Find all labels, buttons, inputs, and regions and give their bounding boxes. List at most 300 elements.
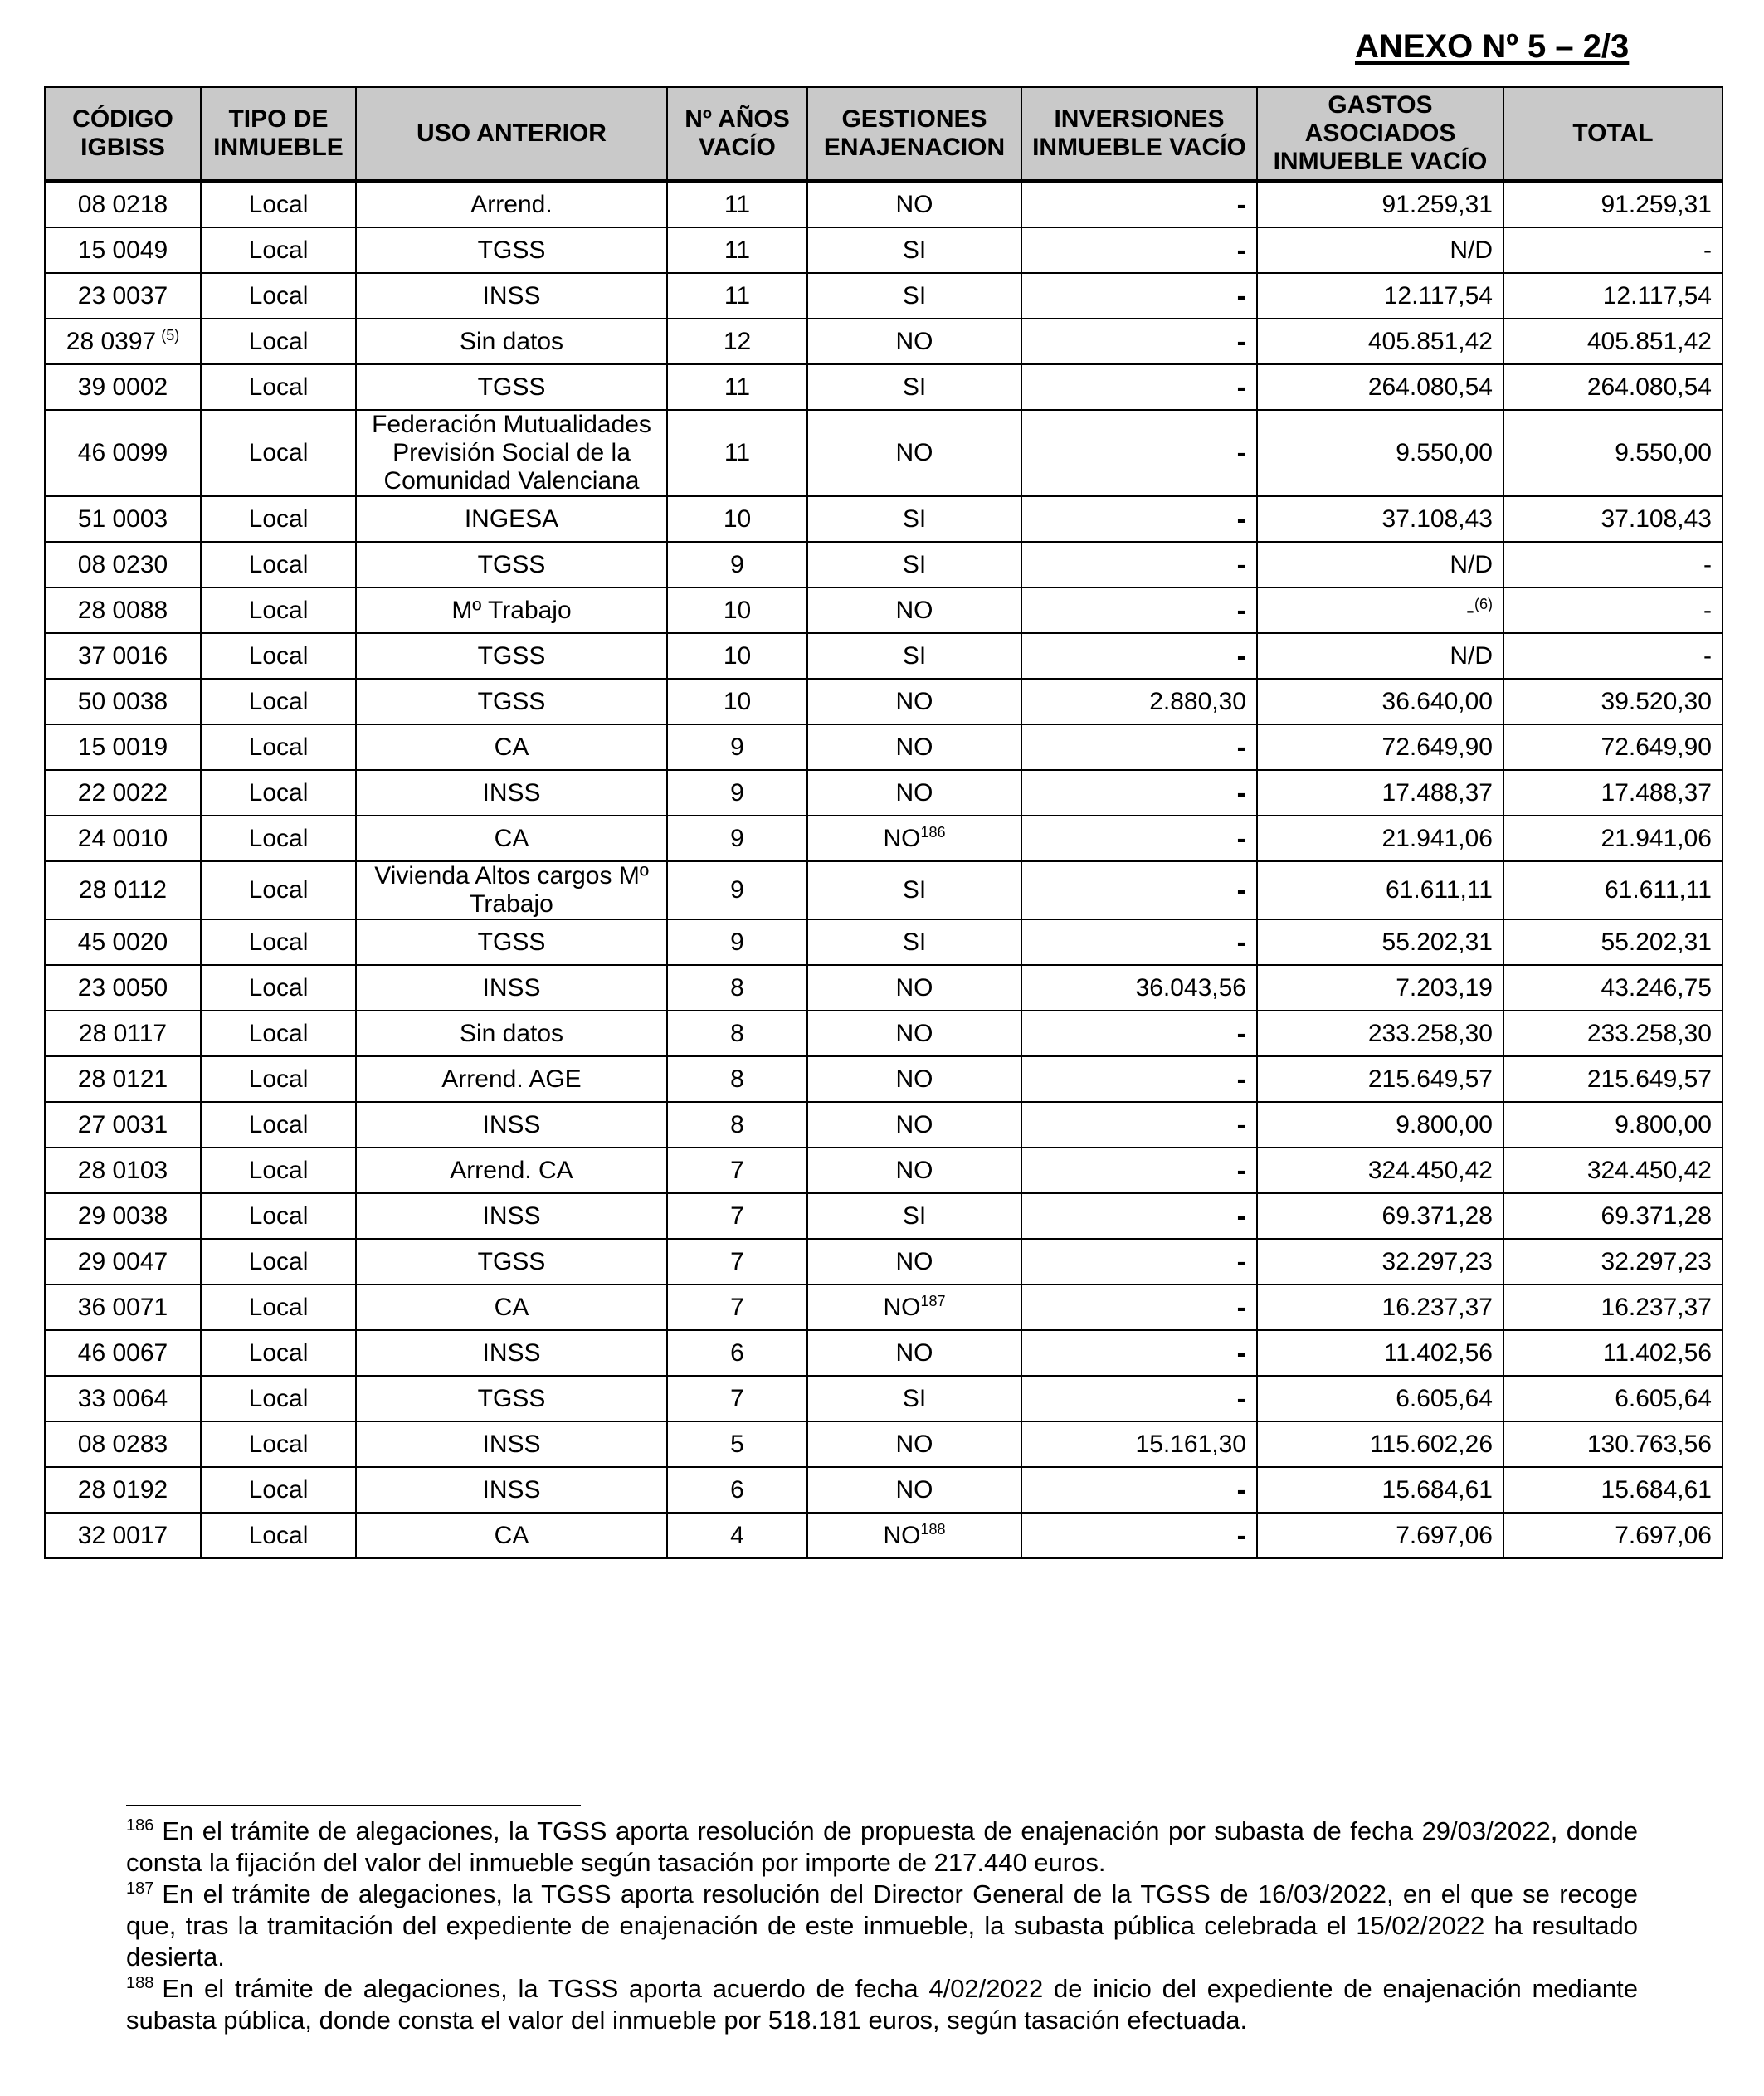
tipo-value: Local [248, 824, 309, 852]
cell-inversiones [1021, 587, 1257, 633]
cell-anos [667, 770, 807, 816]
gestiones-value: NO [895, 1019, 933, 1047]
codigo-value: 28 0103 [77, 1156, 168, 1184]
cell-gastos [1257, 273, 1503, 319]
uso-value: Sin datos [459, 327, 564, 355]
codigo-value: 36 0071 [77, 1293, 168, 1321]
total-value: 215.649,57 [1586, 1065, 1712, 1093]
inversiones-value: - [1236, 325, 1246, 358]
cell-gestiones [807, 770, 1021, 816]
cell-tipo [201, 1239, 356, 1284]
uso-value: CA [494, 824, 529, 852]
gestiones-value: SI [902, 550, 927, 578]
cell-tipo [201, 1148, 356, 1193]
total-value: 11.402,56 [1602, 1338, 1712, 1367]
gastos-value: 215.649,57 [1367, 1065, 1493, 1093]
inversiones-value: - [1236, 503, 1246, 535]
header-total: TOTAL [1503, 87, 1723, 181]
cell-gestiones [807, 364, 1021, 410]
uso-value: INSS [482, 1430, 541, 1458]
cell-anos [667, 542, 807, 587]
table-row [45, 1193, 1723, 1239]
inversiones-value: - [1236, 875, 1246, 906]
total-value: 21.941,06 [1601, 824, 1712, 852]
gestiones-value: NO [895, 596, 933, 624]
cell-inversiones [1021, 816, 1257, 861]
cell-total [1503, 319, 1723, 364]
uso-value: Mº Trabajo [451, 596, 572, 624]
inversiones-value: 2.880,30 [1149, 687, 1246, 715]
gastos-value: N/D [1450, 236, 1493, 264]
gestiones-note: 188 [920, 1520, 946, 1538]
gestiones-value: NO [895, 1110, 933, 1138]
total-value: 9.550,00 [1615, 439, 1712, 466]
uso-value: Sin datos [459, 1019, 564, 1047]
inversiones-value: - [1236, 731, 1246, 763]
anos-value: 8 [730, 1065, 744, 1093]
cell-uso [356, 410, 667, 496]
gastos-value: 6.605,64 [1396, 1384, 1493, 1412]
tipo-value: Local [248, 1247, 309, 1275]
cell-gastos [1257, 1330, 1503, 1376]
cell-anos [667, 1284, 807, 1330]
gestiones-value: SI [902, 236, 927, 264]
total-value: 15.684,61 [1601, 1475, 1712, 1504]
anos-value: 7 [730, 1202, 744, 1230]
anos-value: 11 [724, 281, 751, 310]
total-value: 6.605,64 [1615, 1384, 1712, 1412]
cell-uso [356, 1193, 667, 1239]
gestiones-value: NO [895, 190, 933, 218]
codigo-value: 46 0099 [77, 439, 168, 466]
cell-gastos [1257, 1467, 1503, 1513]
cell-gastos [1257, 724, 1503, 770]
tipo-value: Local [248, 641, 309, 670]
table-row [45, 679, 1723, 724]
inversiones-value: - [1236, 1245, 1246, 1278]
cell-anos [667, 1513, 807, 1558]
inversiones-value: 15.161,30 [1135, 1430, 1246, 1458]
cell-inversiones [1021, 1284, 1257, 1330]
cell-anos [667, 724, 807, 770]
cell-tipo [201, 1011, 356, 1056]
anos-value: 11 [724, 373, 751, 401]
cell-inversiones [1021, 319, 1257, 364]
cell-total [1503, 410, 1723, 496]
anos-value: 8 [730, 1019, 744, 1047]
cell-total [1503, 542, 1723, 587]
total-value: 233.258,30 [1586, 1019, 1712, 1047]
table-row [45, 1102, 1723, 1148]
cell-gastos [1257, 1011, 1503, 1056]
cell-anos [667, 1376, 807, 1421]
anos-value: 4 [730, 1521, 744, 1549]
cell-uso [356, 1513, 667, 1558]
cell-total [1503, 1056, 1723, 1102]
codigo-value: 28 0192 [77, 1475, 168, 1504]
total-value: 39.520,30 [1601, 687, 1712, 715]
table-row [45, 1513, 1723, 1558]
cell-uso [356, 181, 667, 227]
table-row [45, 542, 1723, 587]
gastos-value: 7.203,19 [1396, 973, 1493, 1002]
header-tipo: TIPO DE INMUEBLE [201, 87, 356, 181]
total-value: 37.108,43 [1601, 505, 1712, 533]
cell-total [1503, 679, 1723, 724]
cell-anos [667, 919, 807, 965]
cell-tipo [201, 542, 356, 587]
cell-tipo [201, 1376, 356, 1421]
gestiones-value: SI [902, 641, 927, 670]
uso-value: CA [494, 733, 529, 761]
inversiones-value: - [1236, 437, 1246, 469]
gestiones-value: SI [902, 1384, 927, 1412]
cell-gastos [1257, 496, 1503, 542]
cell-gestiones [807, 1284, 1021, 1330]
cell-total [1503, 496, 1723, 542]
cell-gastos [1257, 181, 1503, 227]
tipo-value: Local [248, 1384, 309, 1412]
cell-tipo [201, 319, 356, 364]
cell-anos [667, 1102, 807, 1148]
uso-value: Federación Mutualidades Previsión Social de la Comunidad Valenciana [372, 411, 651, 495]
gastos-value: 405.851,42 [1367, 327, 1493, 355]
footnote-text: En el trámite de alegaciones, la TGSS aporta acuerdo de fecha 4/02/2022 de inicio del expediente de enajenación mediante subasta pública, donde consta el valor del inmueble por 518.181 euros, según tasación efectuada. [126, 1974, 1638, 2035]
cell-inversiones [1021, 181, 1257, 227]
cell-gestiones [807, 587, 1021, 633]
inversiones-value: - [1236, 1474, 1246, 1506]
cell-inversiones [1021, 1193, 1257, 1239]
cell-uso [356, 1467, 667, 1513]
table-row [45, 1330, 1723, 1376]
gastos-value: N/D [1450, 550, 1493, 578]
cell-tipo [201, 1056, 356, 1102]
inversiones-value: - [1236, 371, 1246, 403]
cell-uso [356, 542, 667, 587]
tipo-value: Local [248, 550, 309, 578]
header-codigo: CÓDIGO IGBISS [45, 87, 201, 181]
cell-gestiones [807, 319, 1021, 364]
anos-value: 8 [730, 973, 744, 1002]
cell-gastos [1257, 1193, 1503, 1239]
cell-gestiones [807, 724, 1021, 770]
inversiones-value: - [1236, 1154, 1246, 1187]
codigo-value: 50 0038 [77, 687, 168, 715]
cell-anos [667, 1011, 807, 1056]
anos-value: 9 [730, 876, 744, 904]
gastos-value: 36.640,00 [1381, 687, 1493, 715]
cell-codigo [45, 496, 201, 542]
inversiones-value: - [1236, 1519, 1246, 1552]
cell-gestiones [807, 861, 1021, 919]
uso-value: Vivienda Altos cargos Mº Trabajo [374, 862, 649, 918]
gastos-value: 72.649,90 [1381, 733, 1493, 761]
cell-gastos [1257, 227, 1503, 273]
footnote-number: 187 [126, 1879, 154, 1898]
cell-uso [356, 1239, 667, 1284]
uso-value: CA [494, 1293, 529, 1321]
table-row [45, 965, 1723, 1011]
cell-tipo [201, 965, 356, 1011]
table-header-row [45, 87, 1723, 181]
cell-total [1503, 724, 1723, 770]
cell-uso [356, 1148, 667, 1193]
cell-gestiones [807, 181, 1021, 227]
tipo-value: Local [248, 1019, 309, 1047]
cell-uso [356, 227, 667, 273]
tipo-value: Local [248, 596, 309, 624]
cell-gestiones [807, 1421, 1021, 1467]
gastos-value: 12.117,54 [1383, 281, 1493, 310]
gastos-note: (6) [1474, 595, 1493, 612]
uso-value: TGSS [477, 928, 546, 956]
cell-gastos [1257, 1148, 1503, 1193]
anos-value: 11 [724, 190, 751, 218]
codigo-value: 28 0088 [77, 596, 168, 624]
cell-uso [356, 679, 667, 724]
footnote-number: 188 [126, 1973, 154, 1992]
table-row [45, 633, 1723, 679]
anos-value: 10 [723, 687, 752, 715]
tipo-value: Local [248, 733, 309, 761]
tipo-value: Local [248, 236, 309, 264]
gastos-value: 32.297,23 [1381, 1247, 1493, 1275]
cell-total [1503, 1011, 1723, 1056]
cell-gastos [1257, 319, 1503, 364]
cell-total [1503, 965, 1723, 1011]
cell-gestiones [807, 273, 1021, 319]
cell-total [1503, 587, 1723, 633]
cell-inversiones [1021, 633, 1257, 679]
cell-inversiones [1021, 1148, 1257, 1193]
gestiones-value: NO [895, 327, 933, 355]
total-value: 264.080,54 [1586, 373, 1712, 401]
cell-uso [356, 919, 667, 965]
gastos-value: 17.488,37 [1381, 778, 1493, 807]
codigo-value: 23 0050 [77, 973, 168, 1002]
codigo-value: 45 0020 [77, 928, 168, 956]
table-row [45, 1148, 1723, 1193]
gastos-value: 115.602,26 [1370, 1430, 1493, 1458]
cell-gastos [1257, 1239, 1503, 1284]
cell-gastos [1257, 1102, 1503, 1148]
cell-gestiones [807, 816, 1021, 861]
cell-inversiones [1021, 1056, 1257, 1102]
cell-uso [356, 965, 667, 1011]
anos-value: 9 [730, 928, 744, 956]
cell-total [1503, 1330, 1723, 1376]
anos-value: 11 [724, 439, 751, 466]
gestiones-value: SI [902, 281, 927, 310]
cell-uso [356, 273, 667, 319]
gestiones-value: NO [895, 1338, 933, 1367]
cell-gestiones [807, 919, 1021, 965]
cell-total [1503, 816, 1723, 861]
footnote-186 [126, 1816, 1638, 1879]
cell-anos [667, 1239, 807, 1284]
cell-tipo [201, 919, 356, 965]
cell-total [1503, 1421, 1723, 1467]
inversiones-value: - [1236, 822, 1246, 855]
cell-uso [356, 364, 667, 410]
table-row [45, 1376, 1723, 1421]
cell-tipo [201, 1284, 356, 1330]
anos-value: 10 [723, 641, 752, 670]
uso-value: Arrend. [470, 190, 553, 218]
cell-codigo [45, 1193, 201, 1239]
anos-value: 9 [730, 550, 744, 578]
cell-total [1503, 770, 1723, 816]
cell-codigo [45, 919, 201, 965]
cell-codigo [45, 679, 201, 724]
cell-uso [356, 319, 667, 364]
cell-anos [667, 319, 807, 364]
total-value: 405.851,42 [1586, 327, 1712, 355]
anos-value: 9 [730, 778, 744, 807]
cell-gastos [1257, 587, 1503, 633]
cell-gestiones [807, 633, 1021, 679]
table-row [45, 181, 1723, 227]
table-row [45, 724, 1723, 770]
tipo-value: Local [248, 1293, 309, 1321]
table-row [45, 273, 1723, 319]
cell-anos [667, 496, 807, 542]
uso-value: INSS [482, 1338, 541, 1367]
cell-inversiones [1021, 724, 1257, 770]
gastos-value: 9.550,00 [1396, 439, 1493, 466]
cell-uso [356, 1011, 667, 1056]
cell-total [1503, 364, 1723, 410]
header-anos: Nº AÑOS VACÍO [667, 87, 807, 181]
tipo-value: Local [248, 439, 309, 466]
cell-anos [667, 816, 807, 861]
cell-gestiones [807, 1011, 1021, 1056]
tipo-value: Local [248, 1430, 309, 1458]
cell-total [1503, 1284, 1723, 1330]
inversiones-value: - [1236, 1109, 1246, 1141]
gastos-value: 324.450,42 [1367, 1156, 1493, 1184]
inversiones-value: - [1236, 234, 1246, 266]
header-uso: USO ANTERIOR [356, 87, 667, 181]
uso-value: Arrend. AGE [441, 1065, 582, 1093]
cell-codigo [45, 1239, 201, 1284]
gastos-value: N/D [1450, 641, 1493, 670]
gestiones-value: NO [895, 439, 933, 466]
gestiones-value: NO [895, 733, 933, 761]
codigo-value: 08 0230 [77, 550, 168, 578]
cell-uso [356, 633, 667, 679]
tipo-value: Local [248, 928, 309, 956]
cell-gastos [1257, 542, 1503, 587]
cell-uso [356, 724, 667, 770]
anos-value: 9 [730, 824, 744, 852]
cell-inversiones [1021, 410, 1257, 496]
cell-tipo [201, 1102, 356, 1148]
uso-value: TGSS [477, 373, 546, 401]
codigo-note: (5) [161, 326, 180, 344]
cell-gestiones [807, 679, 1021, 724]
table-row [45, 861, 1723, 919]
cell-uso [356, 1102, 667, 1148]
codigo-value: 27 0031 [77, 1110, 168, 1138]
tipo-value: Local [248, 1110, 309, 1138]
cell-codigo [45, 861, 201, 919]
anos-value: 5 [730, 1430, 744, 1458]
cell-gestiones [807, 496, 1021, 542]
gastos-value: 55.202,31 [1381, 928, 1493, 956]
header-inversiones: INVERSIONES INMUEBLE VACÍO [1021, 87, 1257, 181]
cell-inversiones [1021, 1330, 1257, 1376]
cell-tipo [201, 770, 356, 816]
cell-codigo [45, 1513, 201, 1558]
codigo-value: 08 0283 [77, 1430, 168, 1458]
anos-value: 7 [730, 1156, 744, 1184]
codigo-value: 28 0121 [77, 1065, 168, 1093]
cell-anos [667, 1421, 807, 1467]
cell-tipo [201, 227, 356, 273]
cell-total [1503, 1239, 1723, 1284]
gastos-value: 61.611,11 [1385, 876, 1493, 904]
cell-uso [356, 587, 667, 633]
cell-gestiones [807, 1148, 1021, 1193]
cell-codigo [45, 1467, 201, 1513]
gastos-value: 69.371,28 [1381, 1202, 1493, 1230]
anos-value: 11 [724, 236, 751, 264]
cell-tipo [201, 1193, 356, 1239]
gastos-value: 21.941,06 [1381, 824, 1493, 852]
cell-codigo [45, 1102, 201, 1148]
cell-gestiones [807, 1239, 1021, 1284]
codigo-value: 28 0117 [78, 1019, 168, 1047]
table-row [45, 496, 1723, 542]
anos-value: 7 [730, 1384, 744, 1412]
cell-gestiones [807, 1193, 1021, 1239]
cell-gastos [1257, 1421, 1503, 1467]
uso-value: Arrend. CA [450, 1156, 573, 1184]
footnote-divider [126, 1805, 581, 1806]
gestiones-value: NO [895, 1430, 933, 1458]
total-value: - [1703, 641, 1712, 670]
cell-codigo [45, 587, 201, 633]
gestiones-note: 186 [920, 823, 946, 841]
cell-total [1503, 273, 1723, 319]
anos-value: 12 [723, 327, 752, 355]
cell-tipo [201, 861, 356, 919]
anos-value: 7 [730, 1293, 744, 1321]
cell-anos [667, 965, 807, 1011]
cell-anos [667, 364, 807, 410]
gastos-value: 15.684,61 [1381, 1475, 1493, 1504]
gestiones-value: SI [902, 876, 927, 904]
uso-value: INSS [482, 1475, 541, 1504]
total-value: 324.450,42 [1586, 1156, 1712, 1184]
footnote-text: En el trámite de alegaciones, la TGSS aporta resolución de propuesta de enajenación por subasta de fecha 29/03/2022, donde consta la fijación del valor del inmueble según tasación por importe de 217.440 euros. [126, 1816, 1638, 1877]
tipo-value: Local [248, 876, 309, 904]
codigo-value: 32 0017 [77, 1521, 168, 1549]
cell-anos [667, 1056, 807, 1102]
cell-gastos [1257, 861, 1503, 919]
tipo-value: Local [248, 373, 309, 401]
cell-inversiones [1021, 1239, 1257, 1284]
cell-codigo [45, 273, 201, 319]
gestiones-value: NO [895, 973, 933, 1002]
footnotes [126, 1816, 1638, 2036]
cell-gestiones [807, 410, 1021, 496]
codigo-value: 28 0112 [78, 876, 168, 904]
gestiones-value: SI [902, 505, 927, 533]
cell-gestiones [807, 1330, 1021, 1376]
gestiones-value: SI [902, 1202, 927, 1230]
